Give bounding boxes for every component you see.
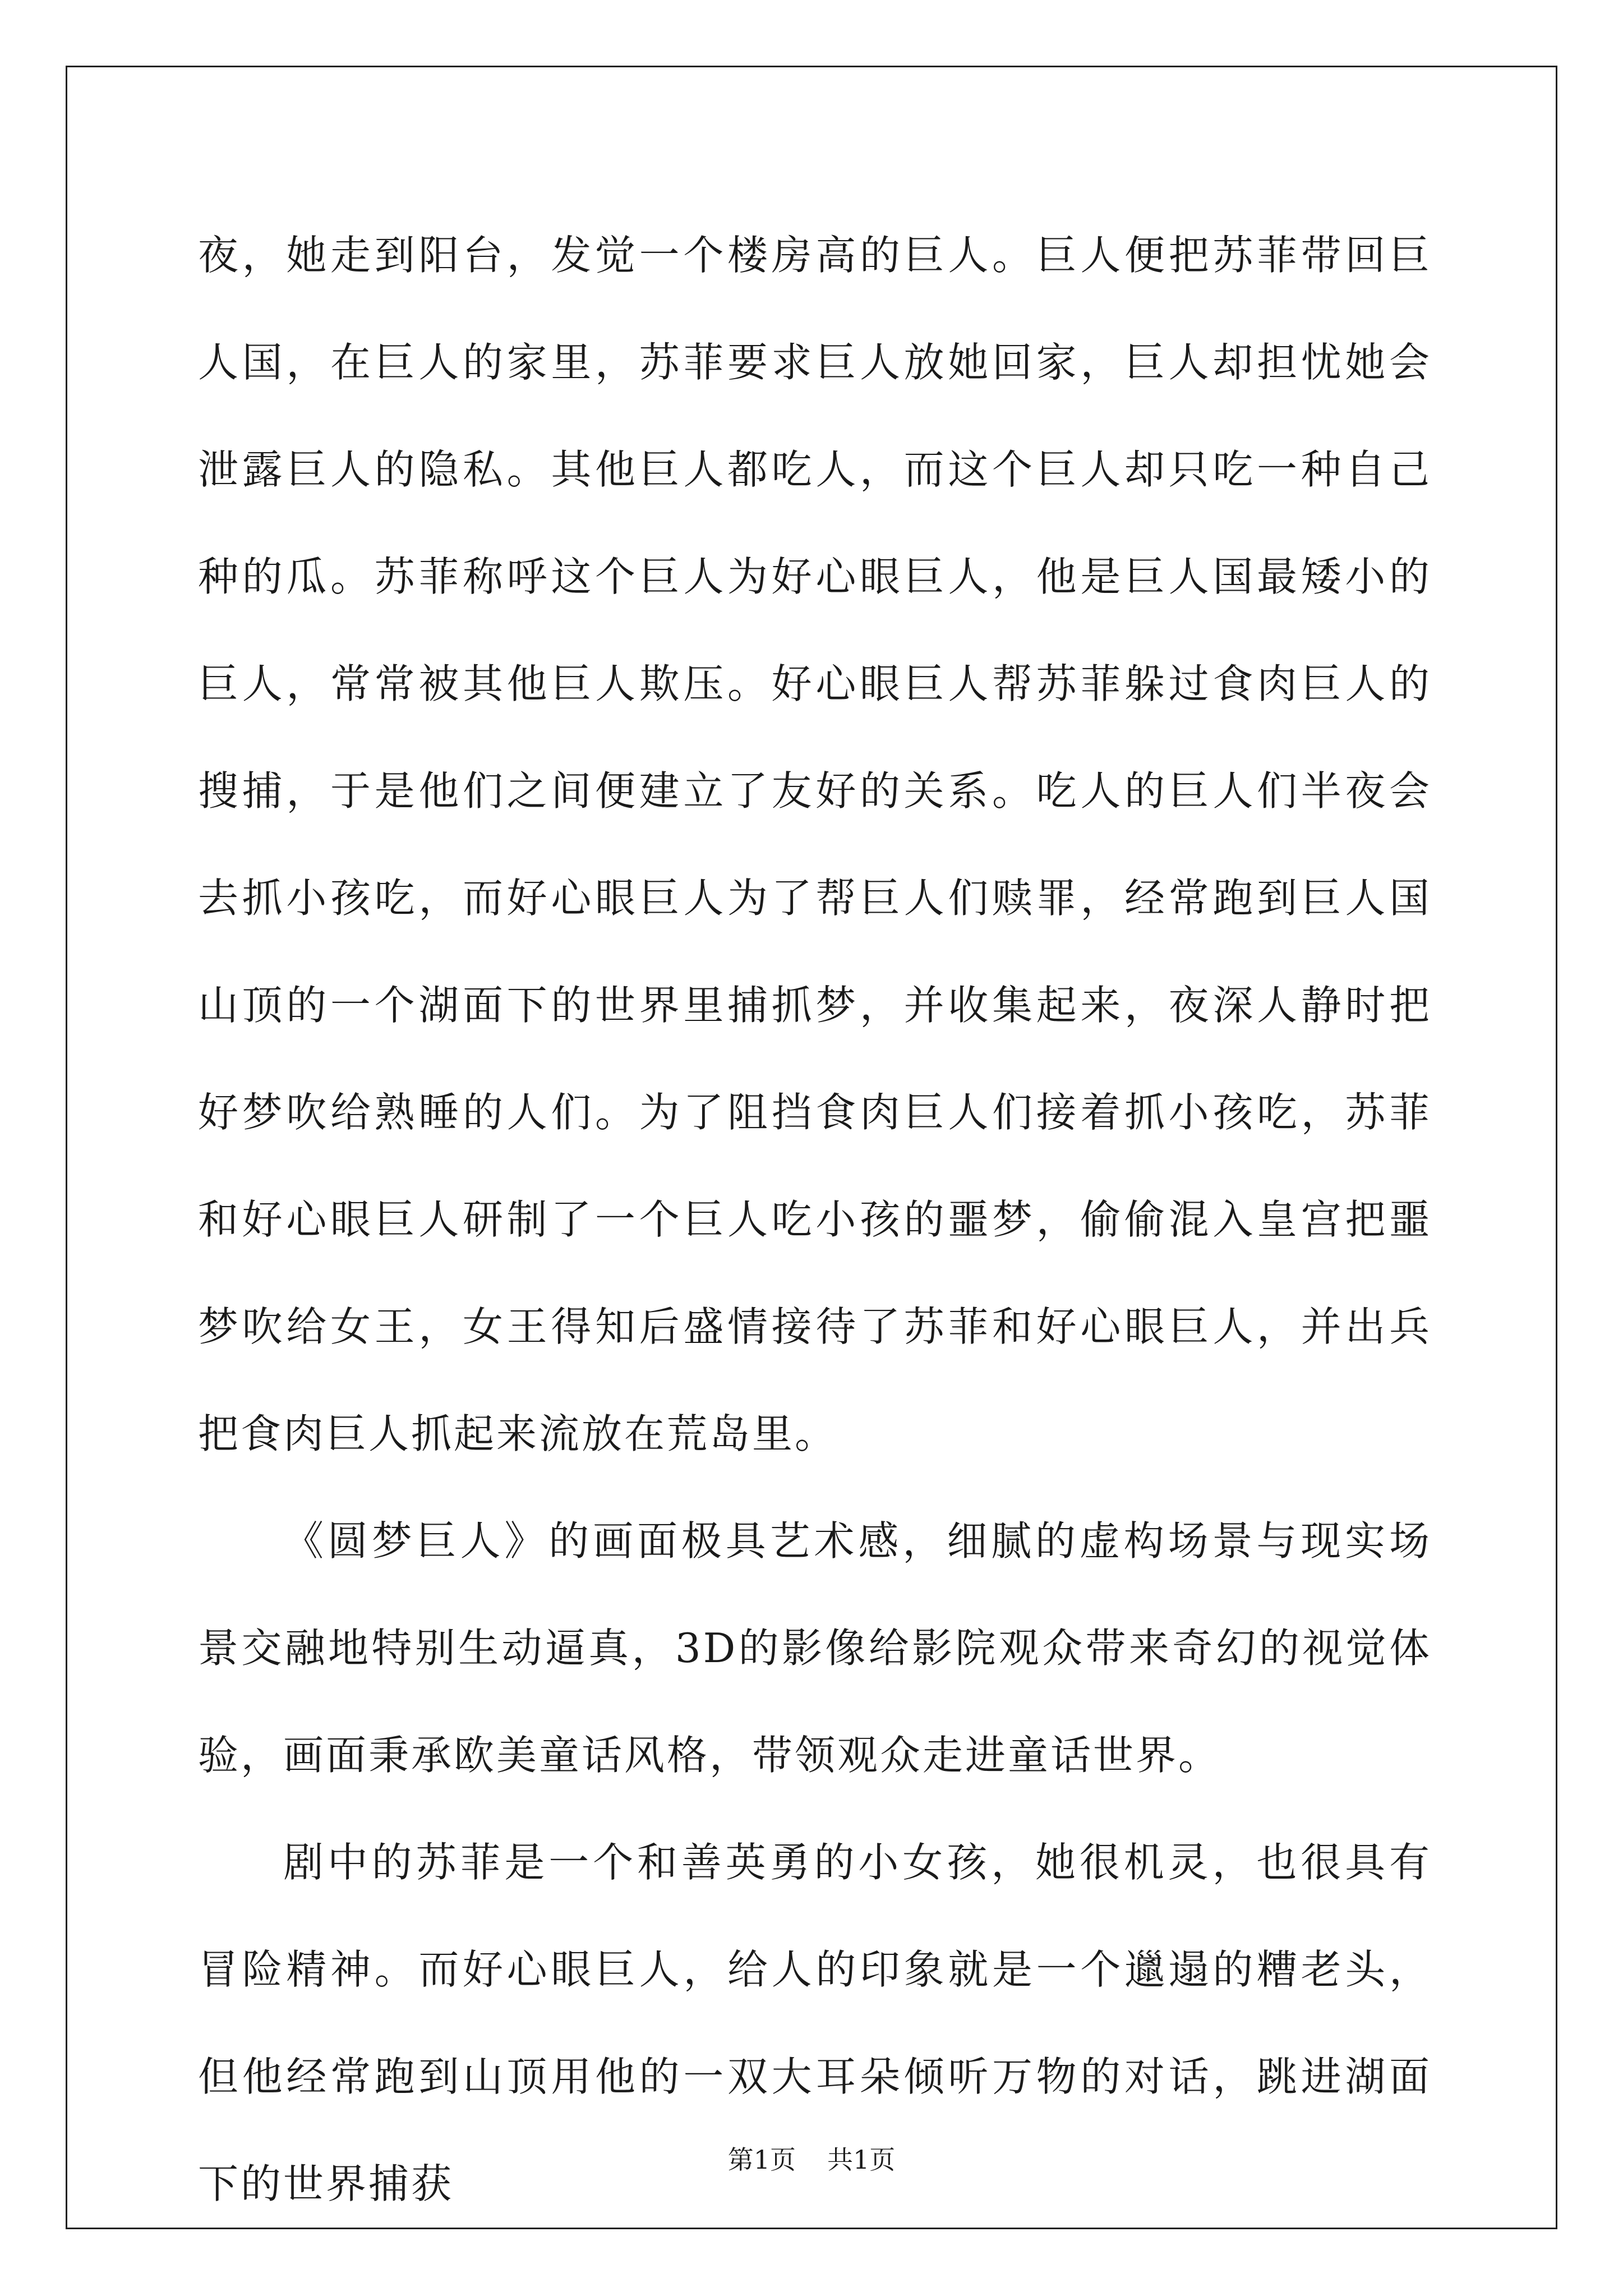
document-body bbox=[198, 202, 1432, 2238]
page-total: 共1页 bbox=[827, 2145, 896, 2175]
page-number: 第1页 bbox=[727, 2145, 796, 2175]
paragraph-2: 《圆梦巨人》的画面极具艺术感，细腻的虚构场景与现实场景交融地特别生动逼真，3D的影像给影院观众带来奇幻的视觉体验，画面秉承欧美童话风格，带领观众走进童话世界。 bbox=[198, 1517, 1432, 1779]
page-footer bbox=[0, 2143, 1623, 2177]
paragraph-1: 夜，她走到阳台，发觉一个楼房高的巨人。巨人便把苏菲带回巨人国，在巨人的家里，苏菲要求巨人放她回家，巨人却担忧她会泄露巨人的隐私。其他巨人都吃人，而这个巨人却只吃一种自己种的瓜。苏菲称呼这个巨人为好心眼巨人，他是巨人国最矮小的巨人，常常被其他巨人欺压。好心眼巨人帮苏菲躲过食肉巨人的搜捕，于是他们之间便建立了友好的关系。吃人的巨人们半夜会去抓小孩吃，而好心眼巨人为了帮巨人们赎罪，经常跑到巨人国山顶的一个湖面下的世界里捕抓梦，并收集起来，夜深人静时把好梦吹给熟睡的人们。为了阻挡食肉巨人们接着抓小孩吃，苏菲和好心眼巨人研制了一个巨人吃小孩的噩梦，偷偷混入皇宫把噩梦吹给女王，女王得知后盛情接待了苏菲和好心眼巨人，并出兵把食肉巨人抓起来流放在荒岛里。 bbox=[198, 232, 1432, 1457]
paragraph-3: 剧中的苏菲是一个和善英勇的小女孩，她很机灵，也很具有冒险精神。而好心眼巨人，给人的印象就是一个邋遢的糟老头，但他经常跑到山顶用他的一双大耳朵倾听万物的对话，跳进湖面下的世界捕获 bbox=[198, 1839, 1432, 2207]
